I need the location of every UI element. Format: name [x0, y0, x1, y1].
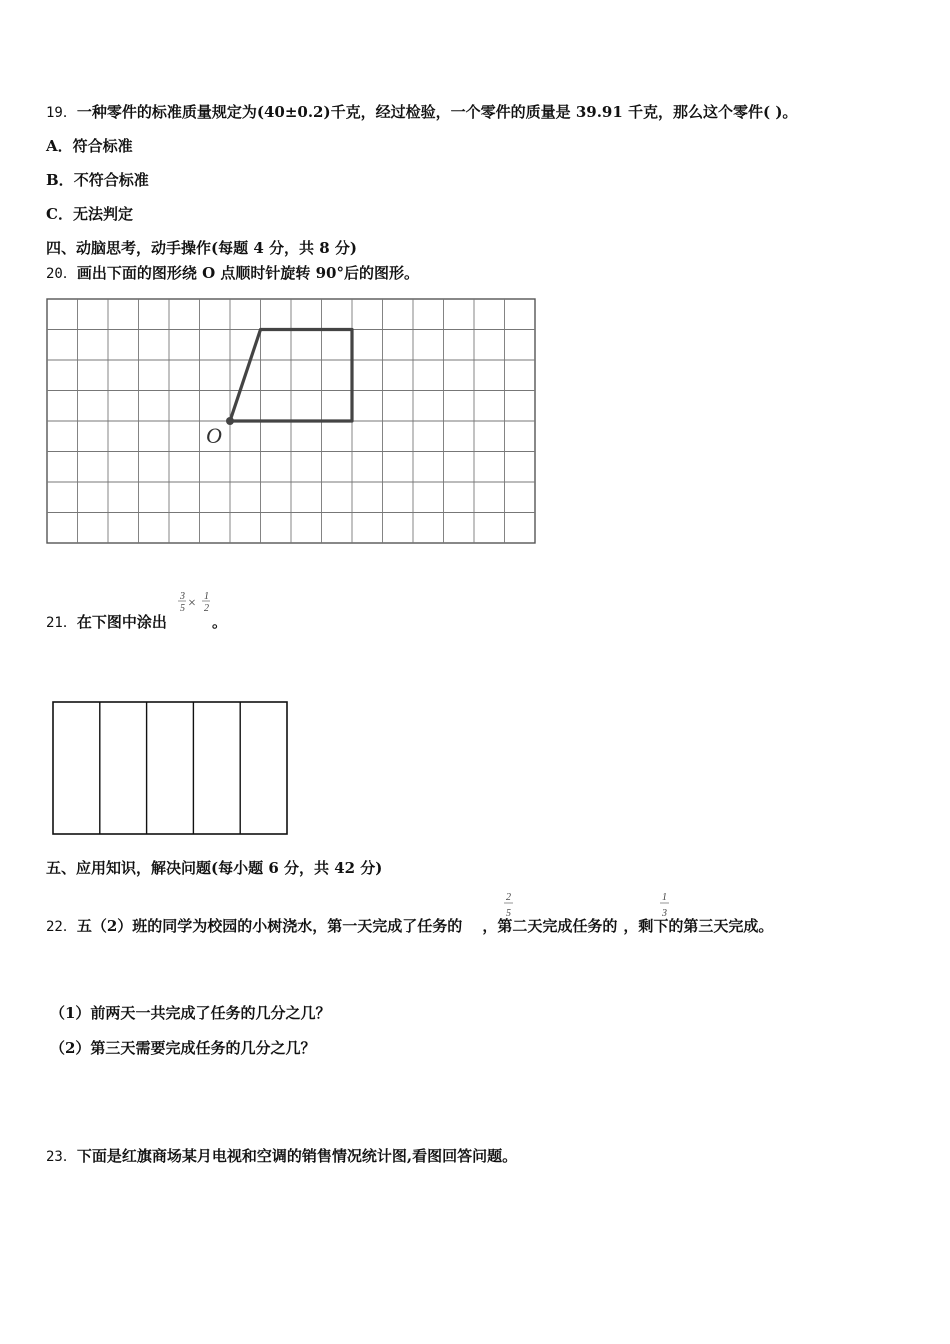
q23-text: 下面是红旗商场某月电视和空调的销售情况统计图,看图回答问题。: [76, 1147, 518, 1165]
q22-text-part1: 五（2）班的同学为校园的小树浇水，第一天完成了任务的: [76, 917, 463, 935]
q20-text: 画出下面的图形绕 O 点顺时针旋转 90°后的图形。: [76, 264, 419, 282]
q21-stem: [46, 612, 167, 633]
q22-number: 22．: [46, 919, 77, 935]
q20-stem: [46, 263, 419, 284]
q22-sub-question-1: （1）前两天一共完成了任务的几分之几？: [50, 1004, 331, 1022]
q21-b-numerator: 1: [204, 591, 209, 602]
rotation-grid[interactable]: [44, 296, 540, 550]
q21-text-after: 。: [212, 613, 228, 631]
q23-number: 23．: [46, 1149, 77, 1165]
q21-b-denominator: 2: [204, 603, 209, 614]
q21-expression: [176, 588, 216, 624]
rectangle-outline: [53, 702, 287, 834]
q21-shading-rectangle[interactable]: [51, 700, 291, 838]
q21-number: 21．: [46, 615, 77, 631]
q22-frac1-numerator: 2: [506, 892, 511, 903]
q19-option-a-text: 符合标准: [72, 137, 133, 155]
section-5-title: 五、应用知识，解决问题(每小题 6 分，共 42 分): [46, 859, 383, 877]
q19-number: 19．: [46, 105, 77, 121]
q19-option-c[interactable]: [46, 204, 133, 224]
q23-stem: [46, 1146, 517, 1167]
q19-option-b[interactable]: [46, 170, 149, 190]
q21-text-before: 在下图中涂出: [76, 613, 167, 631]
q22-fraction-1: [502, 888, 518, 922]
q21-a-numerator: 3: [180, 591, 185, 602]
q19-option-a-label: A．: [46, 137, 73, 155]
q19-text: 一种零件的标准质量规定为(40±0.2)千克，经过检验，一个零件的质量是 39.91 千克，那么这个零件( )。: [76, 103, 798, 121]
q22-text-part2: ，第二天完成任务的: [482, 917, 618, 935]
q21-times-sign: ×: [188, 596, 196, 611]
q19-option-a[interactable]: [46, 136, 133, 156]
q19-option-b-label: B．: [46, 171, 74, 189]
q22-text-part3: ，剩下的第三天完成。: [623, 917, 774, 935]
q22-frac2-denominator: 3: [662, 908, 667, 919]
q22-sub-question-2: （2）第三天需要完成任务的几分之几？: [50, 1039, 316, 1057]
q19-option-b-text: 不符合标准: [73, 171, 149, 189]
q19-stem: [46, 102, 797, 123]
q21-a-denominator: 5: [180, 603, 185, 614]
q22-fraction-2: [658, 888, 674, 922]
q22-frac2-numerator: 1: [662, 892, 667, 903]
q20-number: 20．: [46, 266, 77, 282]
q19-option-c-text: 无法判定: [72, 205, 133, 223]
q19-option-c-label: C．: [46, 205, 73, 223]
pivot-point-o: [226, 417, 234, 425]
section-4-title: 四、动脑思考，动手操作(每题 4 分，共 8 分): [46, 239, 357, 257]
q22-frac1-denominator: 5: [506, 908, 511, 919]
pivot-label: O: [206, 423, 222, 448]
